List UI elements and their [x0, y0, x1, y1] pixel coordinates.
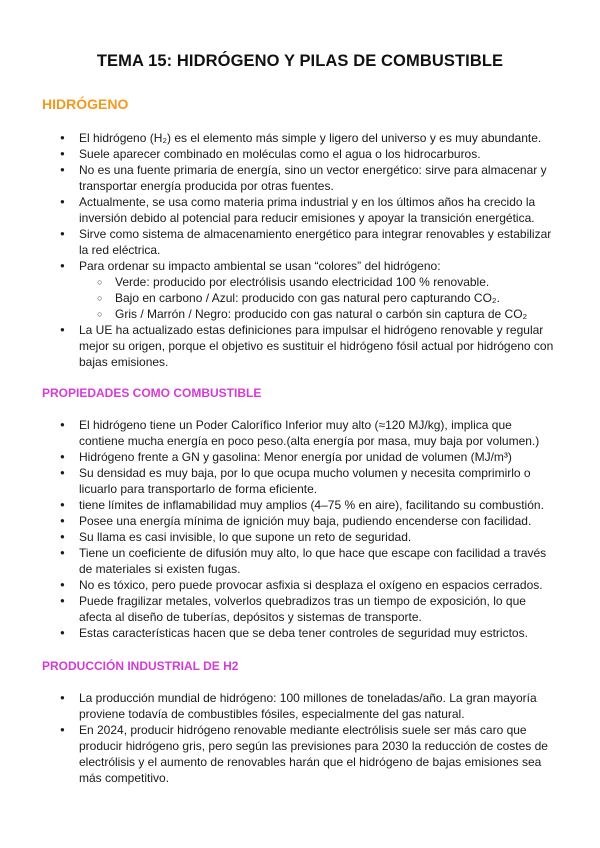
- bullet-list-produccion: [79, 690, 559, 786]
- list-item: ● Estas características hacen que se deba tener controles de seguridad muy estrictos.: [79, 625, 559, 641]
- list-item: ● Puede fragilizar metales, volverlos quebradizos tras un tiempo de exposición, lo que afecta al diseño de tuberías, depósitos y sistemas de transporte.: [79, 593, 559, 625]
- list-item: ● Su densidad es muy baja, por lo que ocupa mucho volumen y necesita comprimirlo o licuarlo para transportarlo de forma eficiente.: [79, 465, 559, 497]
- list-item: ● No es tóxico, pero puede provocar asfixia si desplaza el oxígeno en espacios cerrados.: [79, 577, 559, 593]
- list-item: ● Hidrógeno frente a GN y gasolina: Menor energía por unidad de volumen (MJ/m³): [79, 449, 559, 465]
- document-title: TEMA 15: HIDRÓGENO Y PILAS DE COMBUSTIBLE: [96, 52, 504, 70]
- list-item: ● No es una fuente primaria de energía, sino un vector energético: sirve para almacenar y transportar energía producida por otras fuentes.: [79, 162, 559, 194]
- sub-list-item: ○ Gris / Marrón / Negro: producido con gas natural o carbón sin captura de CO₂: [79, 306, 559, 322]
- list-item-colores: [79, 258, 559, 322]
- section-heading-hidrogeno: HIDRÓGENO: [42, 96, 129, 112]
- bullet-list-propiedades: [79, 417, 559, 641]
- sub-list-colores: [79, 274, 559, 322]
- sub-list-item: ○ Verde: producido por electrólisis usando electricidad 100 % renovable.: [79, 274, 559, 290]
- list-item-text: Para ordenar su impacto ambiental se usan “colores” del hidrógeno:: [79, 259, 441, 273]
- list-item: ● El hidrógeno tiene un Poder Calorífico Inferior muy alto (≈120 MJ/kg), implica que contiene mucha energía en poco peso.(alta energía por masa, muy baja por volumen.): [79, 417, 559, 449]
- list-item: ● Suele aparecer combinado en moléculas como el agua o los hidrocarburos.: [79, 146, 559, 162]
- list-item: ● Tiene un coeficiente de difusión muy alto, lo que hace que escape con facilidad a través de materiales si existen fugas.: [79, 545, 559, 577]
- sub-list-item: ○ Bajo en carbono / Azul: producido con gas natural pero capturando CO₂.: [79, 290, 559, 306]
- list-item: ● Posee una energía mínima de ignición muy baja, pudiendo encenderse con facilidad.: [79, 513, 559, 529]
- list-item: ● Su llama es casi invisible, lo que supone un reto de seguridad.: [79, 529, 559, 545]
- bullet-list-hidrogeno: [79, 130, 559, 370]
- list-item: ● tiene límites de inflamabilidad muy amplios (4–75 % en aire), facilitando su combustión.: [79, 497, 559, 513]
- list-item: ● Sirve como sistema de almacenamiento energético para integrar renovables y estabilizar la red eléctrica.: [79, 226, 559, 258]
- list-item: ● En 2024, producir hidrógeno renovable mediante electrólisis suele ser más caro que producir hidrógeno gris, pero según las previsiones para 2030 la reducción de costes de electrólisis y el aumento de renovables harán que el hidrógeno de bajas emisiones sea más competitivo.: [79, 722, 559, 786]
- section-heading-produccion: PRODUCCIÓN INDUSTRIAL DE H2: [42, 659, 239, 673]
- list-item: ● La producción mundial de hidrógeno: 100 millones de toneladas/año. La gran mayoría proviene todavía de combustibles fósiles, especialmente del gas natural.: [79, 690, 559, 722]
- list-item: ● La UE ha actualizado estas definiciones para impulsar el hidrógeno renovable y regular mejor su origen, porque el objetivo es sustituir el hidrógeno fósil actual por hidrógeno con bajas emisiones.: [79, 322, 559, 370]
- section-heading-propiedades: PROPIEDADES COMO COMBUSTIBLE: [42, 386, 262, 400]
- list-item: ● Actualmente, se usa como materia prima industrial y en los últimos años ha crecido la inversión debido al potencial para reducir emisiones y apoyar la transición energética.: [79, 194, 559, 226]
- list-item: ● El hidrógeno (H₂) es el elemento más simple y ligero del universo y es muy abundante.: [79, 130, 559, 146]
